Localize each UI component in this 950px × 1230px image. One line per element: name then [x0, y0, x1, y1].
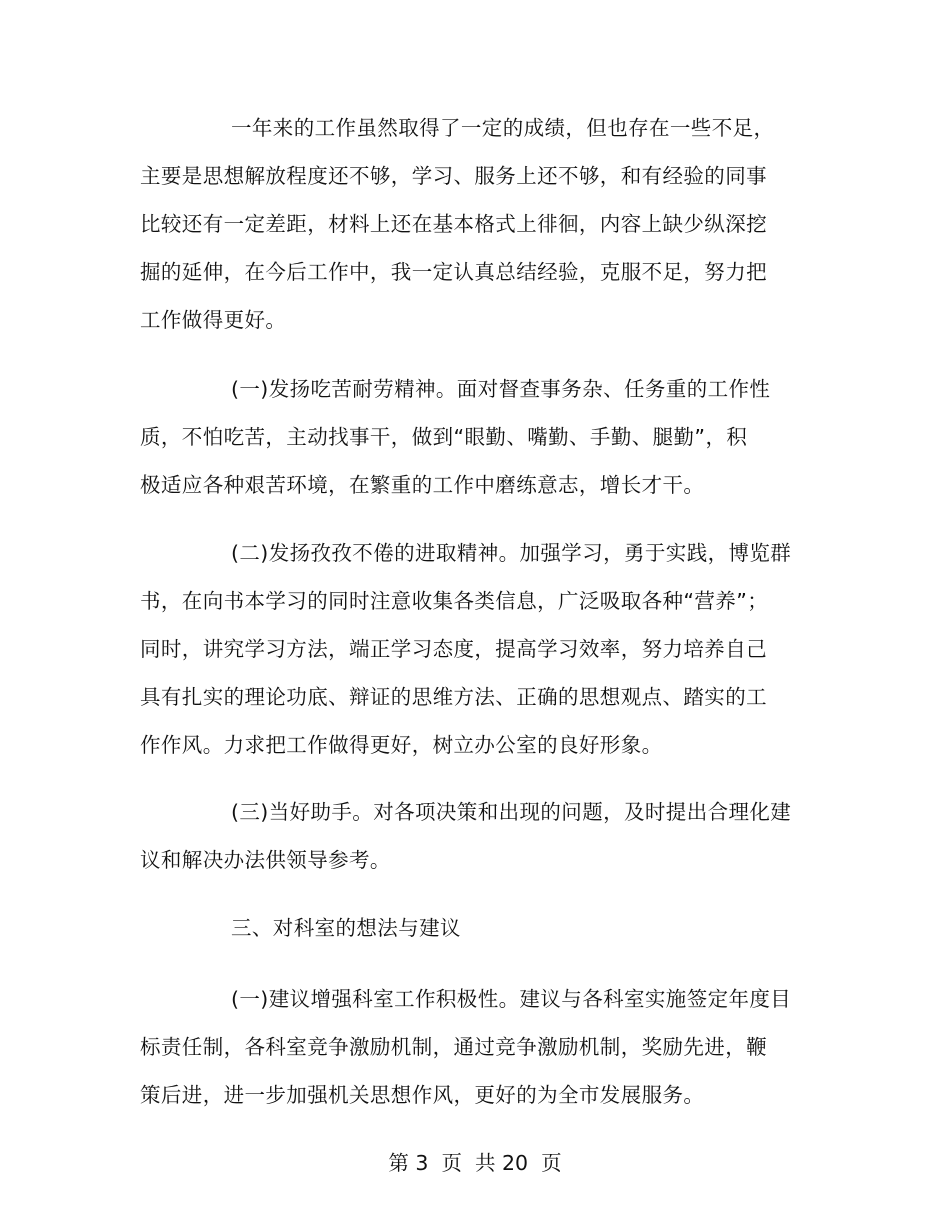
paragraph-3-line-1: (二)发扬孜孜不倦的进取精神。加强学习，勇于实践，博览群 — [231, 541, 792, 565]
paragraph-3-line-2: 书，在向书本学习的同时注意收集各类信息，广泛吸取各种“营养”； — [140, 589, 769, 613]
paragraph-3-line-5: 作作风。力求把工作做得更好，树立办公室的良好形象。 — [140, 733, 663, 757]
paragraph-1-line-3: 比较还有一定差距，材料上还在基本格式上徘徊，内容上缺少纵深挖 — [140, 212, 767, 236]
paragraph-1-line-5: 工作做得更好。 — [140, 308, 287, 332]
paragraph-1-line-2: 主要是思想解放程度还不够，学习、服务上还不够，和有经验的同事 — [140, 164, 767, 188]
paragraph-4-line-1: (三)当好助手。对各项决策和出现的问题，及时提出合理化建 — [231, 800, 792, 824]
paragraph-1-line-1: 一年来的工作虽然取得了一定的成绩，但也存在一些不足， — [231, 116, 775, 140]
paragraph-4-line-2: 议和解决办法供领导参考。 — [140, 848, 391, 872]
paragraph-3-line-4: 具有扎实的理论功底、辩证的思维方法、正确的思想观点、踏实的工 — [140, 685, 767, 709]
section-heading: 三、对科室的想法与建议 — [231, 916, 461, 940]
paragraph-6-line-3: 策后进，进一步加强机关思想作风，更好的为全市发展服务。 — [140, 1083, 705, 1107]
paragraph-2-line-2: 质，不怕吃苦，主动找事干，做到“眼勤、嘴勤、手勤、腿勤”，积 — [140, 425, 748, 449]
paragraph-1-line-4: 掘的延伸，在今后工作中，我一定认真总结经验，克服不足，努力把 — [140, 260, 767, 284]
paragraph-2-line-3: 极适应各种艰苦环境，在繁重的工作中磨练意志，增长才干。 — [140, 473, 705, 497]
page-number-footer: 第 3 页 共 20 页 — [388, 1151, 562, 1175]
paragraph-3-line-3: 同时，讲究学习方法，端正学习态度，提高学习效率，努力培养自己 — [140, 637, 767, 661]
paragraph-6-line-2: 标责任制，各科室竞争激励机制，通过竞争激励机制，奖励先进，鞭 — [140, 1035, 767, 1059]
paragraph-2-line-1: (一)发扬吃苦耐劳精神。面对督查事务杂、任务重的工作性 — [231, 377, 771, 401]
paragraph-6-line-1: (一)建议增强科室工作积极性。建议与各科室实施签定年度目 — [231, 987, 792, 1011]
